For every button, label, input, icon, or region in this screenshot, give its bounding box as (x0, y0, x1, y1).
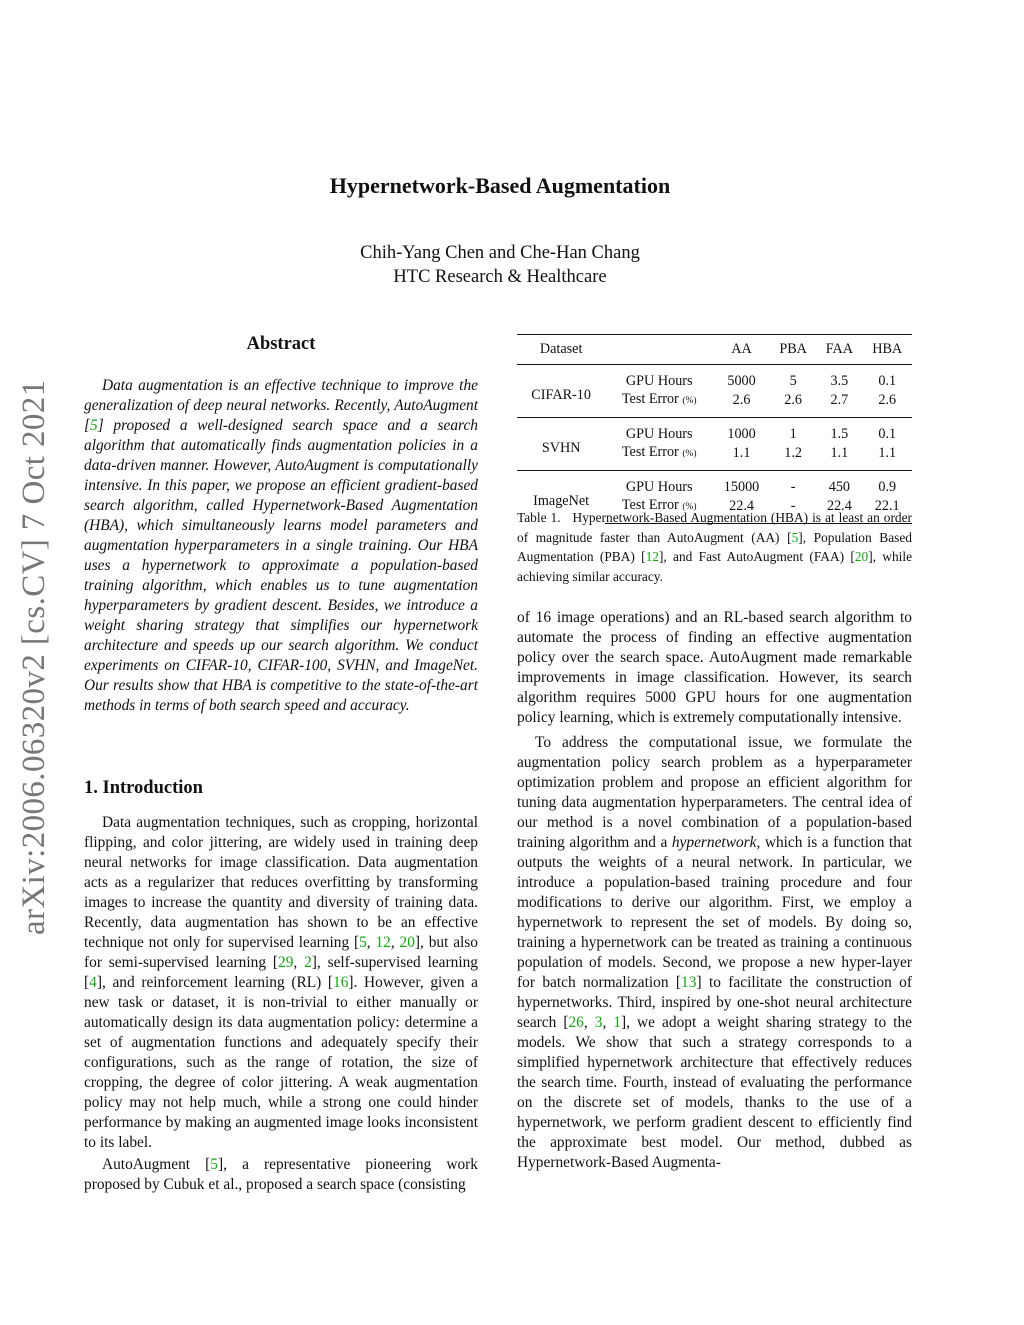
table-cell-metric: Test Error (%) (621, 444, 697, 460)
table-cell: 450 (816, 471, 862, 497)
abstract-paragraph: Data augmentation is an effective technique to improve the generalization of deep neural networks. Recently, AutoAugment [5] proposed a well-designed search space and a search algorithm that automatically finds augmentation policies in a data-driven manner. However, AutoAugment is computationally intensive. In this paper, we propose an efficient gradient-based search algorithm, called Hypernetwork-Based Augmentation (HBA), which simultaneously learns model parameters and augmentation hyperparameters in a single training. Our HBA uses a hypernetwork to approximate a population-based training algorithm, which enables us to tune augmentation hyperparameters by gradient descent. Besides, we introduce a weight sharing strategy that simplifies our hypernetwork architecture and speeds up our search algorithm. We conduct experiments on CIFAR-10, CIFAR-100, SVHN, and ImageNet. Our results show that HBA is competitive to the state-of-the-art methods in terms of both search speed and accuracy. (84, 377, 478, 714)
citation-link[interactable]: 16 (333, 974, 349, 991)
table-cell: 1.5 (816, 418, 862, 444)
abstract-body (84, 376, 478, 716)
paper-title: Hypernetwork-Based Augmentation (329, 173, 671, 198)
citation-link[interactable]: 4 (89, 974, 97, 991)
right-paragraph-1: of 16 image operations) and an RL-based search algorithm to automate the process of finding an effective augmentation policy over the search space. AutoAugment made remarkable improvements in image classification. However, its search algorithm requires 5000 GPU hours for one augmentation policy learning, which is extremely computationally intensive. (517, 609, 912, 726)
table-row (517, 471, 912, 497)
table-cell-metric: GPU Hours (605, 471, 713, 497)
table-cell: 0.9 (862, 471, 912, 497)
table-cell-metric: GPU Hours (605, 418, 713, 444)
table-cell: 1000 (713, 418, 770, 444)
abstract-heading: Abstract (246, 334, 316, 354)
table-header: FAA (816, 335, 862, 365)
citation-link[interactable]: 29 (278, 954, 294, 971)
citation-link[interactable]: 3 (594, 1014, 603, 1031)
table-cell: 2.6 (784, 392, 802, 408)
table-cell: - (770, 471, 816, 497)
table-cell: 1.1 (830, 445, 849, 461)
table-cell: 0.1 (862, 365, 912, 391)
intro-paragraph-2: AutoAugment [5], a representative pioneering work proposed by Cubuk et al., proposed a search space (consisting (84, 1156, 478, 1193)
results-table (517, 334, 912, 524)
table-cell: 1 (770, 418, 816, 444)
table-cell-dataset: ImageNet (517, 471, 605, 524)
table-cell: 15000 (713, 471, 770, 497)
table-header (605, 335, 713, 365)
table-cell-metric: GPU Hours (605, 365, 713, 391)
table-cell: 5 (770, 365, 816, 391)
citation-link[interactable]: 5 (791, 529, 799, 545)
citation-link[interactable]: 12 (645, 549, 659, 564)
citation-link[interactable]: 5 (359, 934, 367, 951)
author-block (0, 241, 1000, 289)
table-header-row (517, 335, 912, 365)
table-cell-metric: Test Error (%) (621, 391, 697, 407)
citation-link[interactable]: 5 (90, 417, 98, 434)
citation-link[interactable]: 5 (210, 1156, 218, 1173)
caption-label: Table 1. (517, 510, 561, 525)
intro-paragraph-1: Data augmentation techniques, such as cropping, horizontal flipping, and color jittering, are widely used in training deep neural networks for image classification. Data augmentation acts as a regularizer that reduces overfitting by transforming images to increase the quantity and diversity of training data. Recently, data augmentation has shown to be an effective technique not only for supervised learning [5, 12, 20], but also for semi-supervised learning [29, 2], self-supervised learning [4], and reinforcement learning (RL) [16]. However, given a new task or dataset, it is non-trivial to either manually or automatically design its data augmentation policy: determine a set of augmentation functions and adequately specify their configurations, such as the range of rotation, the size of cropping, the degree of color jittering. A weak augmentation policy may not help much, while a strong one could hinder performance by making an augmented image looks inconsistent to its label. (84, 814, 479, 1151)
table-row (517, 418, 912, 444)
table-cell-dataset: CIFAR-10 (517, 365, 605, 418)
citation-link[interactable]: 26 (568, 1014, 584, 1031)
table-header: AA (713, 335, 770, 365)
citation-link[interactable]: 20 (854, 549, 869, 564)
table-header: Dataset (517, 335, 605, 365)
table-cell: 1.2 (784, 445, 802, 461)
table-header: HBA (862, 335, 912, 365)
table-cell: 5000 (713, 365, 770, 391)
introduction-body (84, 813, 478, 1195)
table-cell: 3.5 (816, 365, 862, 391)
table-cell-dataset: SVHN (517, 418, 605, 471)
table-row (517, 365, 912, 391)
table-cell: 22.1 (862, 496, 912, 524)
table-cell: 0.1 (862, 418, 912, 444)
citation-link[interactable]: 1 (613, 1014, 622, 1031)
affiliation: HTC Research & Healthcare (393, 267, 607, 287)
citation-link[interactable]: 13 (681, 974, 697, 991)
table-cell: 22.4 (816, 496, 862, 524)
table-cell: 2.6 (878, 392, 897, 408)
arxiv-stamp: arXiv:2006.06320v2 [cs.CV] 7 Oct 2021 (16, 379, 52, 935)
section-heading-introduction: 1. Introduction (84, 778, 203, 798)
table-cell: - (770, 496, 816, 524)
table-cell: 22.4 (713, 496, 770, 524)
table-cell-metric: Test Error (%) (605, 496, 713, 524)
right-column-body (517, 608, 912, 1173)
table-cell: 2.7 (830, 392, 849, 408)
right-paragraph-2: To address the computational issue, we formulate the augmentation policy search problem as a hyperparameter optimization problem and propose an efficient algorithm for tuning data augmentation hyperparameters. The central idea of our method is a novel combination of a population-based training algorithm and a hypernetwork, which is a function that outputs the weights of a neural network. In particular, we introduce a population-based training procedure and four modifications to derive our algorithm. First, we employ a hypernetwork to represent the set of models. By doing so, training a hypernetwork can be treated as training a continuous population of models. Second, we propose a new hyper-layer for batch normalization [13] to facilitate the construction of hypernetworks. Third, inspired by one-shot neural architecture search [26, 3, 1], we adopt a weight sharing strategy to the models. We show that such a strategy corresponds to a simplified hypernetwork architecture that effectively reduces the search time. Fourth, instead of evaluating the performance on the discrete set of models, thanks to the use of a hypernetwork, we perform gradient descent to efficiently find the approximate best model. Our method, dubbed as Hypernetwork-Based Augmenta- (517, 734, 913, 1171)
table-cell: 1.1 (732, 445, 751, 461)
table-caption: Table 1. Hypernetwork-Based Augmentation (HBA) is at least an order of magnitude faster than AutoAugment (AA) [5], Population Based Augmentation (PBA) [12], and Fast AutoAugment (FAA) [20], while achieving similar accuracy. (517, 510, 913, 584)
citation-link[interactable]: 20 (399, 934, 415, 951)
citation-link[interactable]: 2 (304, 954, 312, 971)
authors: Chih-Yang Chen and Che-Han Chang (360, 243, 640, 263)
citation-link[interactable]: 12 (375, 934, 391, 951)
table-cell: 1.1 (878, 445, 897, 461)
table-cell: 2.6 (732, 392, 751, 408)
table-header: PBA (770, 335, 816, 365)
